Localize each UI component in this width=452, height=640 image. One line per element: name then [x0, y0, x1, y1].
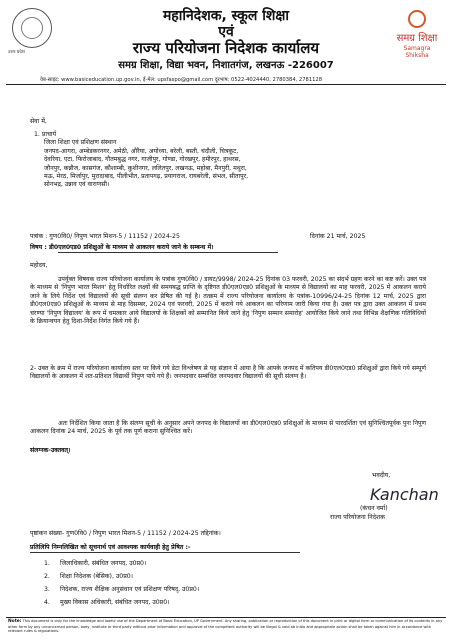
addressee-block	[34, 131, 248, 190]
signatory-name: (कंचन वर्मा)	[360, 505, 388, 512]
salutation-to: सेवा में,	[30, 118, 47, 125]
emblem-label: उत्तर प्रदेश	[8, 50, 25, 55]
endorsement-number: पृष्ठांकन संख्या- गुण0वि0 / निपुण भारत मिशन-5 / 11152 / 2024-25 तद्दिनांक।	[30, 530, 221, 537]
copy-item	[44, 560, 304, 568]
addressee-line: देवरिया, एटा, फिरोजाबाद, गौतमबुद्ध नगर, गाजीपुर, गोण्डा, गोरखपुर, हमीरपुर, हाथरस,	[44, 156, 241, 164]
footer-note-label: Note:	[8, 619, 22, 624]
copy-item-text: जिलाधिकारी, संबंधित जनपद, उ0प्र0।	[60, 560, 147, 567]
logo-text-english: Samagra Shiksha	[403, 45, 431, 59]
header-contact: वेब-साइट: www.basiceducation.up.gov.in, ई-मेल: upsfaspo@gmail.com दूरभाष: 0522-4024440, 2780384, 2781128	[40, 77, 323, 83]
copy-item	[44, 586, 304, 594]
copy-item-text: निदेशक, राज्य शैक्षिक अनुसंधान एवं प्रशिक्षण परिषद्, उ0प्र0।	[60, 586, 200, 593]
copy-item-text: शिक्षा निदेशक (बेसिक), उ0प्र0।	[60, 573, 134, 580]
body-paragraph-3: अतः निर्देशित किया जाता है कि संलग्न सूची के अनुसार अपने जनपद के विद्यालयों का डी0एल0एड0 प्रशिक्षुओं के माध्यम से पारदर्शिता एवं सुनिश्चितपूर्वक पुनः निपुण आकलन दिनांक 24 मार्च, 2025 के पूर्व तक पूर्ण कराना सुनिश्चित करें।	[30, 420, 426, 436]
addressee-line: जिला शिक्षा एवं प्रशिक्षण संस्थान	[44, 139, 117, 147]
addressee-line: मऊ, मेरठ, मिर्जापुर, मुरादाबाद, पीलीभीत, प्रतापगढ़, प्रयागराज, रायबरेली, संभल, सीतापुर,	[44, 173, 249, 181]
addressee-line: 1. प्राचार्य	[34, 131, 57, 138]
copy-item-number: 2.	[44, 573, 50, 580]
footer-divider	[6, 617, 446, 618]
reference-number: पत्रांक : गुण0वि0/ निपुण भारत मिशन-5 / 11152 / 2024-25	[30, 233, 180, 240]
header-line-2: एवं	[218, 24, 234, 40]
body-paragraph-1: उपर्युक्त विषयक राज्य परियोजना कार्यालय के पत्रांक गुण0वि0 / डायट/9998/ 2024-25 दिनांक 03 फरवरी, 2025 का संदर्भ ग्रहण करने का कष्ट करें। उक्त पत्र के माध्यम से 'निपुण भारत मिशन' हेतु निर्धारित लक्ष्यों की समयबद्ध प्राप्ति के दृष्टिगत डी0एल0एड0 प्रशिक्षुओं के माध्यम से विद्यालयों का माह फरवरी, 2025 में आकलन कराये जाने के लिये निर्देश एवं विद्यालयों की सूची संलग्न कर प्रेषित की गई है। तत्क्रम में राज्य परियोजना कार्यालय के पत्रांक-10996/24-25 दिनांक 12 मार्च, 2025 द्वारा डी0एल0एड0 प्रशिक्षुओं के माध्यम से माह दिसम्बर, 2024 एवं फरवरी, 2025 में कराये गये आकलन का परिणाम जारी किया गया है। उक्त पत्र द्वारा उक्त आकलन में प्रथम चरण्‍या 'निपुण विद्यालय' के रूप में चमत्कार आये विद्यालयों के शिक्षकों को सम्मानित किये जाने हेतु 'निपुण सम्मान समारोह' आयोजित किये जाने तथा विभिन्न शैक्षणिक गतिविधियों के क्रियान्वयन हेतु दिशा-निर्देश निर्गत किये गये हैं।	[30, 276, 426, 326]
header-line-3: राज्य परियोजना निदेशक कार्यालय	[132, 39, 320, 57]
logo-text-hindi: समग्र शिक्षा	[396, 33, 438, 44]
copy-item-text: मुख्य विकास अधिकारी, संबंधित जनपद, उ0प्र0।	[60, 599, 170, 606]
body-paragraph-2: 2- उक्त के क्रम में राज्य परियोजना कार्यालय स्तर पर किये गये डेटा विश्लेषण से यह संज्ञान में आया है कि आपके जनपद में कतिपय डी0एल0एड0 प्रशिक्षुओं द्वारा किये गये सम्पूर्ण विद्यालयों के आकलन में शत-प्रतिशत विद्यार्थी निपुण पाये गये हैं। जनपदवार सम्बंधित जनपदवार विद्यालयों की सूची संलग्न है।	[30, 365, 426, 381]
enclosure-note: संलग्नक-उक्तवत्।	[30, 447, 71, 454]
copy-item	[44, 573, 304, 581]
copy-heading: प्रतिलिपि निम्नलिखित को सूचनार्थ एवं आवश्यक कार्यवाही हेतु प्रेषित :-	[30, 544, 191, 551]
greeting: महोदय,	[30, 262, 48, 269]
addressee-line: जनपद-आगरा, अम्बेडकरनगर, अमेठी, औरैया, अयोध्या, बरेली, बस्ती, चंदौली, चित्रकूट,	[44, 147, 239, 155]
copy-item-number: 4.	[44, 599, 50, 606]
handwritten-signature: Kanchan	[370, 485, 439, 504]
copy-item-number: 1.	[44, 560, 50, 567]
subject-line: विषय : डी0एल0एड0 प्रशिक्षुओं के माध्यम से आकलन कराये जाने के सम्बन्ध में।	[30, 244, 214, 251]
header-address: समग्र शिक्षा, विद्या भवन, निशातगंज, लखनऊ -226007	[118, 60, 334, 71]
signatory-designation: राज्य परियोजना निदेशक	[330, 514, 385, 521]
subject-underline	[58, 252, 278, 253]
closing-bhavadiya: भवदीय,	[372, 472, 391, 479]
addressee-line: सोनभद्र, उन्नाव एवं वाराणसी।	[44, 181, 110, 189]
copy-item-number: 3.	[44, 586, 50, 593]
footer-note	[8, 619, 444, 634]
header-line-1: महानिदेशक, स्कूल शिक्षा	[162, 8, 290, 24]
header-divider	[6, 84, 446, 85]
copy-item	[44, 599, 304, 607]
footer-note-text: This document is only for the knowledge and lawful use of the Department of Basic Education, UP Government. Any sharing, publication or reproduction of this document in print or digital form or communication of its contents in any other form by any unconcerned person, body, institute or third party without prior information and approval of the competent authority will be illegal & void ab initio and appropriate action shall be taken against him in accordance with relevant rules & regulations.	[8, 619, 443, 634]
addressee-line: जौनपुर, कन्नौज, कासगंज, कौशाम्बी, कुशीनगर, ललितपुर, लखनऊ, महोबा, मैनपुरी, मथुरा,	[44, 164, 247, 172]
copy-heading-underline	[30, 552, 300, 553]
letter-date: दिनांक 21 मार्च, 2025	[310, 233, 366, 240]
